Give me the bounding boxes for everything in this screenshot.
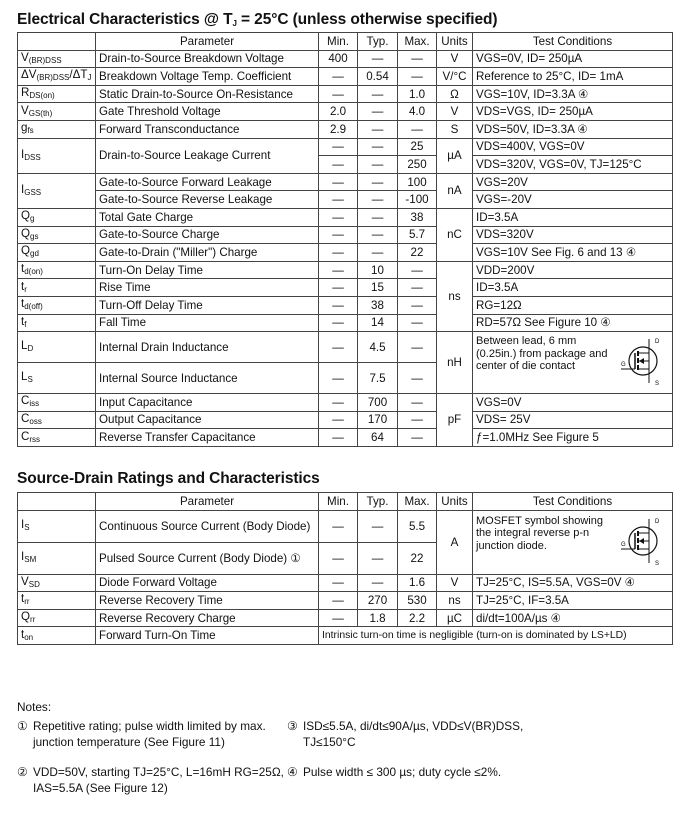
symbol-text: t (21, 279, 25, 293)
typ-value: 270 (358, 592, 398, 610)
table-row (18, 279, 673, 297)
min-value: — (319, 332, 358, 363)
max-value: — (398, 332, 437, 363)
symbol-subscript: S (24, 523, 30, 533)
max-value: — (398, 394, 437, 412)
typ-value: — (358, 226, 398, 244)
table-row (18, 429, 673, 447)
column-header: Min. (319, 493, 358, 511)
symbol-text: t (21, 314, 25, 328)
symbol-cell (18, 296, 96, 314)
max-value: — (398, 261, 437, 279)
symbol-cell (18, 138, 96, 173)
parameter-cell: Input Capacitance (96, 394, 319, 412)
symbol-cell (18, 208, 96, 226)
symbol-subscript: S (27, 375, 33, 385)
symbol-cell (18, 609, 96, 627)
typ-value: — (358, 103, 398, 121)
min-value: — (319, 363, 358, 394)
note-3 (287, 718, 567, 750)
symbol-cell (18, 627, 96, 645)
symbol-subscript: r (24, 284, 27, 294)
note-number: ④ (287, 765, 298, 779)
typ-value: — (358, 208, 398, 226)
units-cell: A (437, 510, 473, 574)
symbol-subscript: DSS (24, 152, 41, 162)
column-header (18, 493, 96, 511)
max-value: 25 (398, 138, 437, 156)
table-row (18, 627, 673, 645)
symbol-subscript: on (24, 632, 34, 642)
symbol-text: t (21, 297, 25, 311)
symbol-cell (18, 429, 96, 447)
table-row (18, 332, 673, 363)
table-row (18, 208, 673, 226)
electrical-characteristics-title (17, 11, 497, 29)
symbol-cell (18, 226, 96, 244)
min-value: — (319, 226, 358, 244)
column-header: Units (437, 493, 473, 511)
min-value: — (319, 609, 358, 627)
note-text: Pulse width ≤ 300 µs; duty cycle ≤2%. (303, 765, 502, 779)
symbol-cell (18, 363, 96, 394)
symbol-subscript: (BR)DSS (36, 73, 70, 83)
units-cell: nC (437, 208, 473, 261)
min-value: — (319, 244, 358, 262)
symbol-text: L (21, 339, 28, 353)
note-number: ② (17, 765, 28, 779)
parameter-cell: Gate-to-Source Forward Leakage (96, 173, 319, 191)
table-row (18, 120, 673, 138)
test-conditions-cell: VGS=-20V (473, 191, 673, 209)
symbol-subscript: fs (27, 126, 34, 136)
symbol-cell (18, 68, 96, 86)
table-row (18, 510, 673, 542)
table-row (18, 609, 673, 627)
symbol-cell (18, 542, 96, 574)
test-conditions-cell: ID=3.5A (473, 208, 673, 226)
typ-value: 10 (358, 261, 398, 279)
symbol-subscript: iss (29, 399, 40, 409)
symbol-text: Q (21, 209, 31, 223)
max-value: 530 (398, 592, 437, 610)
parameter-cell: Gate Threshold Voltage (96, 103, 319, 121)
symbol-text: Q (21, 226, 31, 240)
symbol-text: V (21, 574, 29, 588)
parameter-cell: Forward Turn-On Time (96, 627, 319, 645)
max-value: — (398, 120, 437, 138)
symbol-text: I (21, 550, 25, 564)
symbol-subscript: SM (24, 555, 37, 565)
test-conditions-cell: VDS=50V, ID=3.3A ④ (473, 120, 673, 138)
max-value: 5.5 (398, 510, 437, 542)
table-row (18, 173, 673, 191)
table-row (18, 68, 673, 86)
table-row (18, 85, 673, 103)
symbol-cell (18, 314, 96, 332)
max-value: 4.0 (398, 103, 437, 121)
symbol-text: R (21, 86, 30, 100)
column-header: Test Conditions (473, 33, 673, 51)
symbol-text: C (21, 394, 30, 408)
symbol-cell (18, 85, 96, 103)
typ-value: 170 (358, 411, 398, 429)
symbol-subscript: oss (29, 416, 42, 426)
parameter-cell: Gate-to-Source Charge (96, 226, 319, 244)
typ-value: 15 (358, 279, 398, 297)
note-text: Repetitive rating; pulse width limited by max. junction temperature (See Figure 11) (33, 719, 266, 749)
typ-value: — (358, 191, 398, 209)
typ-value: — (358, 138, 398, 156)
typ-value: 1.8 (358, 609, 398, 627)
parameter-cell: Static Drain-to-Source On-Resistance (96, 85, 319, 103)
note-number: ① (17, 719, 28, 733)
units-cell: V/°C (437, 68, 473, 86)
note-2 (17, 764, 297, 796)
units-cell: Ω (437, 85, 473, 103)
svg-text:G: G (621, 541, 626, 548)
table-row (18, 103, 673, 121)
units-cell: V (437, 574, 473, 592)
table-row (18, 244, 673, 262)
typ-value: — (358, 510, 398, 542)
symbol-cell (18, 103, 96, 121)
notes-section (17, 700, 667, 795)
typ-value: 0.54 (358, 68, 398, 86)
symbol-subscript: rr (24, 597, 30, 607)
typ-value: 38 (358, 296, 398, 314)
column-header: Max. (398, 33, 437, 51)
title-text: Electrical Characteristics @ T (17, 11, 233, 28)
column-header (18, 33, 96, 51)
parameter-cell: Pulsed Source Current (Body Diode) ① (96, 542, 319, 574)
symbol-cell (18, 244, 96, 262)
parameter-cell: Output Capacitance (96, 411, 319, 429)
symbol-cell (18, 411, 96, 429)
symbol-text: t (21, 627, 25, 641)
symbol-text: t (21, 262, 25, 276)
test-conditions-cell: ƒ=1.0MHz See Figure 5 (473, 429, 673, 447)
typ-value: 4.5 (358, 332, 398, 363)
symbol-cell (18, 173, 96, 208)
mosfet-symbol-icon (619, 335, 663, 387)
units-cell: V (437, 103, 473, 121)
max-value: 5.7 (398, 226, 437, 244)
test-conditions-cell: RG=12Ω (473, 296, 673, 314)
units-cell: ns (437, 592, 473, 610)
min-value: — (319, 296, 358, 314)
test-conditions-cell: di/dt=100A/µs ④ (473, 609, 673, 627)
units-cell: µC (437, 609, 473, 627)
symbol-subscript: J (87, 73, 92, 83)
max-value: 38 (398, 208, 437, 226)
typ-value: 7.5 (358, 363, 398, 394)
min-value: — (319, 592, 358, 610)
test-conditions-cell: RD=57Ω See Figure 10 ④ (473, 314, 673, 332)
parameter-cell: Forward Transconductance (96, 120, 319, 138)
min-value: — (319, 173, 358, 191)
symbol-text: V (21, 50, 29, 64)
symbol-subscript: (BR)DSS (28, 55, 62, 65)
note-text: VDD=50V, starting TJ=25°C, L=16mH RG=25Ω, IAS=5.5A (See Figure 12) (33, 765, 284, 795)
parameter-cell: Fall Time (96, 314, 319, 332)
units-cell: nH (437, 332, 473, 394)
units-cell: pF (437, 394, 473, 447)
test-conditions-cell (473, 332, 673, 394)
symbol-text: /ΔT (69, 68, 88, 82)
min-value: — (319, 156, 358, 174)
parameter-cell: Breakdown Voltage Temp. Coefficient (96, 68, 319, 86)
note-1 (17, 718, 297, 750)
table-row (18, 394, 673, 412)
symbol-subscript: D (27, 344, 34, 354)
min-value: — (319, 510, 358, 542)
symbol-cell (18, 332, 96, 363)
symbol-subscript: GS(th) (28, 108, 53, 118)
max-value: 22 (398, 542, 437, 574)
symbol-subscript: g (30, 214, 35, 224)
symbol-text: L (21, 370, 28, 384)
symbol-text: ΔV (21, 68, 37, 82)
symbol-subscript: rr (30, 615, 36, 625)
units-cell: nA (437, 173, 473, 208)
symbol-subscript: d(on) (24, 267, 43, 277)
column-header: Max. (398, 493, 437, 511)
symbol-subscript: SD (28, 579, 40, 589)
symbol-text: t (21, 592, 25, 606)
min-value: 2.9 (319, 120, 358, 138)
symbol-subscript: d(off) (24, 302, 43, 312)
column-header: Test Conditions (473, 493, 673, 511)
test-conditions-cell: VGS=20V (473, 173, 673, 191)
min-value: 2.0 (319, 103, 358, 121)
column-header: Units (437, 33, 473, 51)
column-header: Parameter (96, 33, 319, 51)
symbol-text: I (21, 182, 25, 196)
svg-text:D: D (655, 518, 660, 525)
test-conditions-cell: VDS=320V (473, 226, 673, 244)
min-value: — (319, 138, 358, 156)
test-conditions-cell: TJ=25°C, IF=3.5A (473, 592, 673, 610)
typ-value: 64 (358, 429, 398, 447)
source-drain-table (17, 492, 673, 645)
table-row (18, 592, 673, 610)
parameter-cell: Diode Forward Voltage (96, 574, 319, 592)
parameter-cell: Total Gate Charge (96, 208, 319, 226)
parameter-cell: Turn-On Delay Time (96, 261, 319, 279)
test-conditions-cell: VDD=200V (473, 261, 673, 279)
test-conditions-cell: VDS= 25V (473, 411, 673, 429)
symbol-subscript: DS(on) (29, 91, 55, 101)
min-value: — (319, 429, 358, 447)
symbol-subscript: gd (30, 249, 39, 259)
typ-value: — (358, 244, 398, 262)
symbol-subscript: rss (29, 434, 41, 444)
symbol-cell (18, 279, 96, 297)
units-cell: S (437, 120, 473, 138)
symbol-cell (18, 120, 96, 138)
note-number: ③ (287, 719, 298, 733)
header-row (18, 33, 673, 51)
parameter-cell: Reverse Recovery Charge (96, 609, 319, 627)
symbol-text: I (21, 518, 25, 532)
parameter-cell: Drain-to-Source Breakdown Voltage (96, 50, 319, 68)
note-4 (287, 764, 567, 780)
table-row (18, 261, 673, 279)
mosfet-symbol (619, 515, 663, 570)
test-conditions-cell: TJ=25°C, IS=5.5A, VGS=0V ④ (473, 574, 673, 592)
symbol-text: I (21, 147, 25, 161)
parameter-cell: Internal Drain Inductance (96, 332, 319, 363)
parameter-cell: Gate-to-Drain ("Miller") Charge (96, 244, 319, 262)
typ-value: — (358, 574, 398, 592)
test-conditions-cell: VDS=VGS, ID= 250µA (473, 103, 673, 121)
svg-text:D: D (655, 339, 660, 346)
svg-text:S: S (655, 381, 660, 388)
svg-text:S: S (655, 560, 660, 567)
parameter-cell: Turn-Off Delay Time (96, 296, 319, 314)
max-value: — (398, 296, 437, 314)
min-value: — (319, 261, 358, 279)
notes-title: Notes: (17, 700, 52, 714)
parameter-cell: Internal Source Inductance (96, 363, 319, 394)
electrical-characteristics-table (17, 32, 673, 447)
min-value: — (319, 208, 358, 226)
max-value: 1.6 (398, 574, 437, 592)
max-value: — (398, 50, 437, 68)
min-value: — (319, 279, 358, 297)
symbol-text: Q (21, 244, 31, 258)
units-cell: ns (437, 261, 473, 331)
max-value: — (398, 411, 437, 429)
test-conditions-cell (473, 510, 673, 574)
column-header: Typ. (358, 493, 398, 511)
symbol-subscript: f (24, 319, 27, 329)
test-conditions-cell: VDS=400V, VGS=0V (473, 138, 673, 156)
symbol-text: C (21, 429, 30, 443)
title-sub: J (232, 19, 237, 28)
parameter-cell: Continuous Source Current (Body Diode) (96, 510, 319, 542)
table-row (18, 191, 673, 209)
test-conditions-text: MOSFET symbol showing the integral reverse p-n junction diode. (476, 514, 603, 552)
min-value: — (319, 394, 358, 412)
test-conditions-cell: VGS=10V, ID=3.3A ④ (473, 85, 673, 103)
table-row (18, 138, 673, 156)
max-value: — (398, 68, 437, 86)
table-row (18, 50, 673, 68)
max-value: — (398, 429, 437, 447)
note-text: ISD≤5.5A, di/dt≤90A/µs, VDD≤V(BR)DSS, TJ≤150°C (303, 719, 524, 749)
source-drain-title: Source-Drain Ratings and Characteristics (17, 470, 320, 487)
symbol-text: Q (21, 610, 31, 624)
table-row (18, 574, 673, 592)
max-value: — (398, 314, 437, 332)
symbol-cell (18, 510, 96, 542)
test-conditions-cell: VGS=0V (473, 394, 673, 412)
header-row (18, 493, 673, 511)
min-value: — (319, 574, 358, 592)
symbol-subscript: GSS (24, 187, 42, 197)
typ-value: — (358, 50, 398, 68)
max-value: 2.2 (398, 609, 437, 627)
typ-value: — (358, 156, 398, 174)
min-value: 400 (319, 50, 358, 68)
typ-value: — (358, 173, 398, 191)
typ-value: 14 (358, 314, 398, 332)
units-cell: V (437, 50, 473, 68)
symbol-text: V (21, 103, 29, 117)
title-text: = 25°C (unless otherwise specified) (236, 11, 498, 28)
symbol-cell (18, 394, 96, 412)
max-value: 100 (398, 173, 437, 191)
max-value: 250 (398, 156, 437, 174)
test-conditions-cell: VDS=320V, VGS=0V, TJ=125°C (473, 156, 673, 174)
symbol-subscript: gs (30, 231, 39, 241)
parameter-cell: Rise Time (96, 279, 319, 297)
symbol-text: C (21, 411, 30, 425)
min-value: — (319, 411, 358, 429)
symbol-cell (18, 261, 96, 279)
test-conditions-cell: VGS=10V See Fig. 6 and 13 ④ (473, 244, 673, 262)
test-conditions-cell: VGS=0V, ID= 250µA (473, 50, 673, 68)
parameter-cell: Reverse Transfer Capacitance (96, 429, 319, 447)
table-row (18, 411, 673, 429)
column-header: Min. (319, 33, 358, 51)
typ-value: 700 (358, 394, 398, 412)
mosfet-symbol-icon (619, 515, 663, 567)
typ-value: — (358, 85, 398, 103)
min-value: — (319, 191, 358, 209)
min-value: — (319, 542, 358, 574)
svg-text:G: G (621, 362, 626, 369)
test-conditions-cell: ID=3.5A (473, 279, 673, 297)
parameter-cell: Drain-to-Source Leakage Current (96, 138, 319, 173)
min-value: — (319, 314, 358, 332)
max-value: -100 (398, 191, 437, 209)
test-conditions-cell: Reference to 25°C, ID= 1mA (473, 68, 673, 86)
table-row (18, 226, 673, 244)
max-value: — (398, 279, 437, 297)
table-row (18, 314, 673, 332)
column-header: Parameter (96, 493, 319, 511)
max-value: 1.0 (398, 85, 437, 103)
symbol-text: g (21, 121, 28, 135)
typ-value: — (358, 120, 398, 138)
column-header: Typ. (358, 33, 398, 51)
parameter-cell: Reverse Recovery Time (96, 592, 319, 610)
symbol-cell (18, 574, 96, 592)
symbol-cell (18, 50, 96, 68)
min-value: — (319, 85, 358, 103)
max-value: — (398, 363, 437, 394)
max-value: 22 (398, 244, 437, 262)
test-conditions-text: Between lead, 6 mm (0.25in.) from package and center of die contact (476, 335, 608, 373)
symbol-cell (18, 592, 96, 610)
min-value: — (319, 68, 358, 86)
units-cell: µA (437, 138, 473, 173)
table-row (18, 296, 673, 314)
parameter-cell: Gate-to-Source Reverse Leakage (96, 191, 319, 209)
typ-value: — (358, 542, 398, 574)
note-cell: Intrinsic turn-on time is negligible (turn-on is dominated by LS+LD) (319, 627, 673, 645)
mosfet-symbol (619, 335, 663, 390)
